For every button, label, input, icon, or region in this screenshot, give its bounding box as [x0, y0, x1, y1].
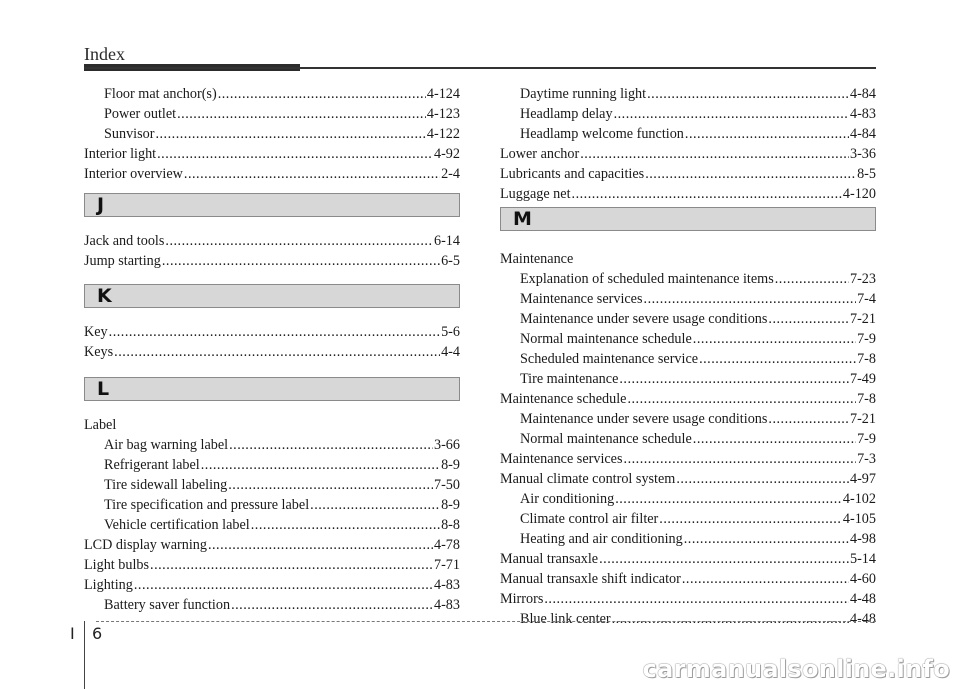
- index-entry-page: 6-14: [433, 233, 460, 249]
- dot-leader: [114, 342, 440, 362]
- index-entry: [104, 515, 460, 535]
- dot-leader: [134, 575, 433, 595]
- watermark: carmanualsonline.info: [642, 655, 950, 683]
- index-entry-term: Interior overview: [84, 166, 183, 182]
- index-entry-page: 3-66: [433, 437, 460, 453]
- index-entry: [520, 329, 876, 349]
- index-entry: [84, 322, 460, 342]
- dot-leader: [177, 104, 426, 124]
- index-entry: [104, 595, 460, 615]
- index-entry: [500, 589, 876, 609]
- index-entry: [104, 435, 460, 455]
- index-entry-term: Air conditioning: [520, 491, 615, 507]
- index-entry: [500, 469, 876, 489]
- index-entry: [520, 509, 876, 529]
- index-entry-page: 4-124: [426, 86, 460, 102]
- index-entry-term: Jack and tools: [84, 233, 165, 249]
- index-entry-page: 7-21: [849, 411, 876, 427]
- index-entry-page: 5-14: [849, 551, 876, 567]
- index-entry-term: Manual transaxle: [500, 551, 599, 567]
- footer-vertical-rule: [84, 621, 85, 689]
- dot-leader: [699, 349, 856, 369]
- section-letter-k: K: [97, 285, 112, 307]
- index-entry: [104, 495, 460, 515]
- index-entry-term: Tire maintenance: [520, 371, 619, 387]
- index-entry-page: 4-60: [849, 571, 876, 587]
- index-entry-page: 4-92: [433, 146, 460, 162]
- dot-leader: [184, 164, 440, 184]
- index-entry-term: Lower anchor: [500, 146, 580, 162]
- index-entry-term: Battery saver function: [104, 597, 231, 613]
- index-entry-page: 5-6: [441, 324, 460, 340]
- index-entry-term: Vehicle certification label: [104, 517, 250, 533]
- index-entry: [500, 389, 876, 409]
- dot-leader: [544, 589, 849, 609]
- index-entry-page: 4-78: [433, 537, 460, 553]
- index-entry: [520, 289, 876, 309]
- index-entry: [104, 124, 460, 144]
- index-entry-term: Lighting: [84, 577, 133, 593]
- index-entry: [520, 309, 876, 329]
- index-entry-term: Maintenance services: [520, 291, 643, 307]
- dot-leader: [676, 469, 849, 489]
- dot-leader: [693, 429, 856, 449]
- index-entry-term: Scheduled maintenance service: [520, 351, 699, 367]
- dot-leader: [627, 389, 856, 409]
- index-entry-term: Interior light: [84, 146, 157, 162]
- index-entry: [520, 409, 876, 429]
- index-entry-page: 4-83: [849, 106, 876, 122]
- index-entry-term: Daytime running light: [520, 86, 647, 102]
- index-entry-page: 8-9: [441, 497, 460, 513]
- index-entry-page: 4-120: [842, 186, 876, 202]
- index-entry-term: Heating and air conditioning: [520, 531, 683, 547]
- page-title: Index: [84, 44, 125, 64]
- dot-leader: [775, 269, 849, 289]
- index-entry-page: 7-4: [857, 291, 876, 307]
- dot-leader: [624, 449, 857, 469]
- dot-leader: [155, 124, 425, 144]
- index-entry-term: Maintenance: [500, 251, 574, 267]
- index-entry-page: 6-5: [441, 253, 460, 269]
- index-entry: [520, 269, 876, 289]
- index-entry-page: 4-48: [849, 591, 876, 607]
- dot-leader: [682, 569, 849, 589]
- index-entry-term: Normal maintenance schedule: [520, 431, 692, 447]
- index-entry: [500, 569, 876, 589]
- dot-leader: [251, 515, 440, 535]
- index-entry-page: 7-9: [857, 331, 876, 347]
- index-entry: [520, 349, 876, 369]
- dot-leader: [645, 164, 856, 184]
- index-entry-page: 8-5: [857, 166, 876, 182]
- index-entry-page: 8-8: [441, 517, 460, 533]
- dot-leader: [218, 84, 426, 104]
- index-entry: [104, 104, 460, 124]
- dot-leader: [201, 455, 440, 475]
- dot-leader: [768, 309, 849, 329]
- index-entry-page: 7-8: [857, 391, 876, 407]
- index-entry-page: 4-122: [426, 126, 460, 142]
- index-entry-page: 7-49: [849, 371, 876, 387]
- index-entry-page: 7-3: [857, 451, 876, 467]
- index-entry-term: Keys: [84, 344, 114, 360]
- index-entry: [500, 164, 876, 184]
- index-entry: [500, 549, 876, 569]
- index-entry-page: 4-102: [842, 491, 876, 507]
- section-letter-l: L: [97, 378, 110, 400]
- index-entry: [84, 231, 460, 251]
- index-entry-term: Light bulbs: [84, 557, 150, 573]
- dot-leader: [109, 322, 440, 342]
- index-entry-term: Normal maintenance schedule: [520, 331, 692, 347]
- index-entry-term: Climate control air filter: [520, 511, 659, 527]
- index-entry: [84, 342, 460, 362]
- index-entry-term: Luggage net: [500, 186, 571, 202]
- dot-leader: [162, 251, 440, 271]
- dot-leader: [310, 495, 440, 515]
- index-entry-term: Tire sidewall labeling: [104, 477, 228, 493]
- index-entry-page: 4-48: [849, 611, 876, 627]
- index-entry: [84, 164, 460, 184]
- dot-leader: [684, 529, 849, 549]
- index-entry-term: Label: [84, 417, 117, 433]
- index-entry-term: Maintenance under severe usage conditions: [520, 411, 768, 427]
- dot-leader: [612, 609, 849, 629]
- index-entry: [84, 251, 460, 271]
- index-entry-page: 4-83: [433, 577, 460, 593]
- index-entry-page: 7-9: [857, 431, 876, 447]
- index-entry-page: 2-4: [441, 166, 460, 182]
- index-entry-term: Blue link center: [520, 611, 611, 627]
- index-entry-term: Sunvisor: [104, 126, 155, 142]
- index-entry-term: Air bag warning label: [104, 437, 229, 453]
- dot-leader: [768, 409, 849, 429]
- section-header-l: [84, 377, 460, 401]
- index-entry-term: Key: [84, 324, 108, 340]
- index-entry-page: 4-84: [849, 126, 876, 142]
- index-entry: [520, 609, 876, 629]
- dot-leader: [580, 144, 849, 164]
- dot-leader: [659, 509, 842, 529]
- section-header-j: [84, 193, 460, 217]
- dot-leader: [599, 549, 849, 569]
- dot-leader: [572, 184, 842, 204]
- index-entry: [84, 144, 460, 164]
- index-entry-page: 4-123: [426, 106, 460, 122]
- dot-leader: [614, 104, 849, 124]
- index-entry: [104, 455, 460, 475]
- section-letter-m: M: [513, 208, 532, 230]
- index-entry-page: 7-23: [849, 271, 876, 287]
- index-entry-page: 7-50: [433, 477, 460, 493]
- index-entry-term: Manual transaxle shift indicator: [500, 571, 681, 587]
- index-entry: [500, 249, 876, 269]
- dot-leader: [619, 369, 849, 389]
- index-entry: [84, 415, 460, 435]
- index-entry-term: Mirrors: [500, 591, 544, 607]
- index-entry-page: 4-98: [849, 531, 876, 547]
- index-entry-page: 4-83: [433, 597, 460, 613]
- index-entry-page: 8-9: [441, 457, 460, 473]
- dot-leader: [647, 84, 849, 104]
- index-entry: [520, 104, 876, 124]
- index-entry-page: 7-8: [857, 351, 876, 367]
- index-entry: [520, 124, 876, 144]
- index-entry: [520, 369, 876, 389]
- index-entry: [84, 555, 460, 575]
- index-entry: [520, 84, 876, 104]
- dot-leader: [157, 144, 433, 164]
- index-entry-page: 4-4: [441, 344, 460, 360]
- index-entry: [104, 84, 460, 104]
- index-entry-page: 4-84: [849, 86, 876, 102]
- index-entry-term: Lubricants and capacities: [500, 166, 645, 182]
- section-header-k: [84, 284, 460, 308]
- index-entry-term: Jump starting: [84, 253, 161, 269]
- index-entry: [520, 489, 876, 509]
- index-entry: [104, 475, 460, 495]
- index-entry: [520, 429, 876, 449]
- index-entry-term: Headlamp welcome function: [520, 126, 684, 142]
- index-entry-term: Floor mat anchor(s): [104, 86, 217, 102]
- index-entry-term: Maintenance schedule: [500, 391, 627, 407]
- footer-page-number: 6: [92, 624, 103, 643]
- dot-leader: [693, 329, 856, 349]
- dot-leader: [150, 555, 433, 575]
- index-entry-term: Refrigerant label: [104, 457, 200, 473]
- index-entry-term: Maintenance under severe usage conditions: [520, 311, 768, 327]
- index-entry: [500, 449, 876, 469]
- dot-leader: [208, 535, 433, 555]
- index-entry: [84, 575, 460, 595]
- dot-leader: [165, 231, 433, 251]
- index-entry-page: 7-21: [849, 311, 876, 327]
- dot-leader: [228, 475, 433, 495]
- dot-leader: [615, 489, 842, 509]
- header-rule: [84, 67, 876, 69]
- index-entry-page: 4-105: [842, 511, 876, 527]
- dot-leader: [685, 124, 849, 144]
- dot-leader: [644, 289, 857, 309]
- footer-dashed-rule: [96, 621, 876, 622]
- index-entry-page: 4-97: [849, 471, 876, 487]
- index-entry: [500, 184, 876, 204]
- index-entry-term: Headlamp delay: [520, 106, 613, 122]
- index-entry-page: 3-36: [849, 146, 876, 162]
- index-entry-term: Explanation of scheduled maintenance items: [520, 271, 774, 287]
- dot-leader: [229, 435, 433, 455]
- footer-section-letter: I: [70, 624, 75, 643]
- index-entry-term: Manual climate control system: [500, 471, 676, 487]
- index-entry: [84, 535, 460, 555]
- index-entry-page: 7-71: [433, 557, 460, 573]
- index-entry: [500, 144, 876, 164]
- index-entry: [520, 529, 876, 549]
- index-entry-term: Maintenance services: [500, 451, 623, 467]
- index-entry-term: Tire specification and pressure label: [104, 497, 310, 513]
- dot-leader: [231, 595, 433, 615]
- index-entry-term: Power outlet: [104, 106, 177, 122]
- section-header-m: [500, 207, 876, 231]
- index-entry-term: LCD display warning: [84, 537, 207, 553]
- section-letter-j: J: [97, 194, 105, 216]
